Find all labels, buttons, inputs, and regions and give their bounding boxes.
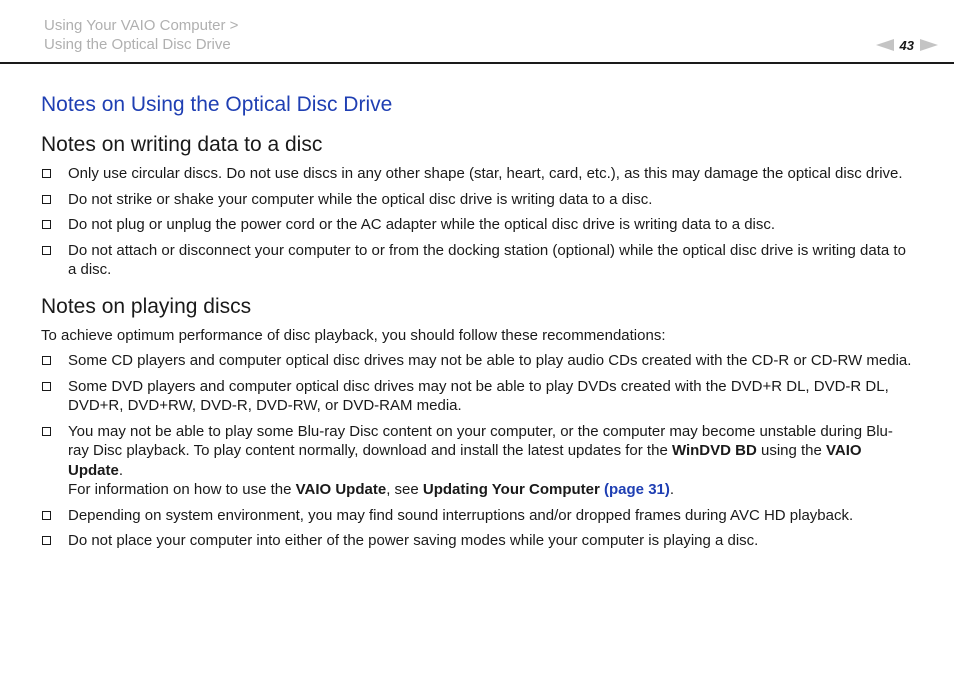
checkbox-bullet-icon	[42, 427, 51, 436]
page-content	[41, 92, 913, 557]
playing-intro: To achieve optimum performance of disc playback, you should follow these recommendations:	[41, 326, 666, 344]
page-number: 43	[899, 37, 914, 53]
windvd-bd-label: WinDVD BD	[671, 442, 757, 459]
page-title: Notes on Using the Optical Disc Drive	[41, 93, 393, 116]
writing-section-title: Notes on writing data to a disc	[41, 133, 323, 156]
next-page-arrow-icon[interactable]	[920, 39, 938, 51]
list-item: Do not place your computer into either of the power saving modes while your computer is playing a disc.	[41, 531, 913, 551]
page-31-link[interactable]: (page 31)	[604, 481, 670, 498]
list-item: Only use circular discs. Do not use discs in any other shape (star, heart, card, etc.), as this may damage the optical disc drive.	[41, 164, 913, 184]
checkbox-bullet-icon	[42, 195, 51, 204]
playing-notes-list	[41, 351, 913, 551]
checkbox-bullet-icon	[42, 246, 51, 255]
updating-your-computer-label: Updating Your Computer	[422, 481, 600, 498]
checkbox-bullet-icon	[42, 511, 51, 520]
checkbox-bullet-icon	[42, 536, 51, 545]
checkbox-bullet-icon	[42, 220, 51, 229]
page-header	[0, 0, 954, 64]
vaio-update-label: VAIO Update	[295, 481, 387, 498]
breadcrumb-current[interactable]: Using the Optical Disc Drive	[44, 36, 231, 53]
checkbox-bullet-icon	[42, 382, 51, 391]
playing-section-title: Notes on playing discs	[41, 294, 252, 318]
previous-page-arrow-icon[interactable]	[876, 39, 894, 51]
list-item: Some DVD players and computer optical disc drives may not be able to play DVDs created with the DVD+R DL, DVD-R DL, DVD+R, DVD+RW, DVD-R, DVD-RW, or DVD-RAM media.	[41, 377, 913, 416]
list-item: Do not plug or unplug the power cord or the AC adapter while the optical disc drive is writing data to a disc.	[41, 215, 913, 235]
list-item: Some CD players and computer optical disc drives may not be able to play audio CDs created with the CD-R or CD-RW media.	[41, 351, 913, 371]
vaio-update-label: VAIO Update	[68, 442, 862, 479]
breadcrumb-parent[interactable]: Using Your VAIO Computer >	[44, 17, 239, 34]
list-item: Depending on system environment, you may find sound interruptions and/or dropped frames during AVC HD playback.	[41, 506, 913, 526]
list-item: You may not be able to play some Blu-ray Disc content on your computer, or the computer may become unstable during Blu-ray Disc playback. To play content normally, download and install the latest updates for the WinDVD BD using the VAIO Update. For information on how to use the VAIO Update, see Updating Your Computer (page 31).	[41, 422, 913, 500]
checkbox-bullet-icon	[42, 356, 51, 365]
list-item: Do not strike or shake your computer while the optical disc drive is writing data to a disc.	[41, 190, 913, 210]
writing-notes-list	[41, 164, 913, 280]
checkbox-bullet-icon	[42, 169, 51, 178]
page-navigation	[876, 35, 938, 55]
list-item: Do not attach or disconnect your computer to or from the docking station (optional) while the optical disc drive is writing data to a disc.	[41, 241, 913, 280]
